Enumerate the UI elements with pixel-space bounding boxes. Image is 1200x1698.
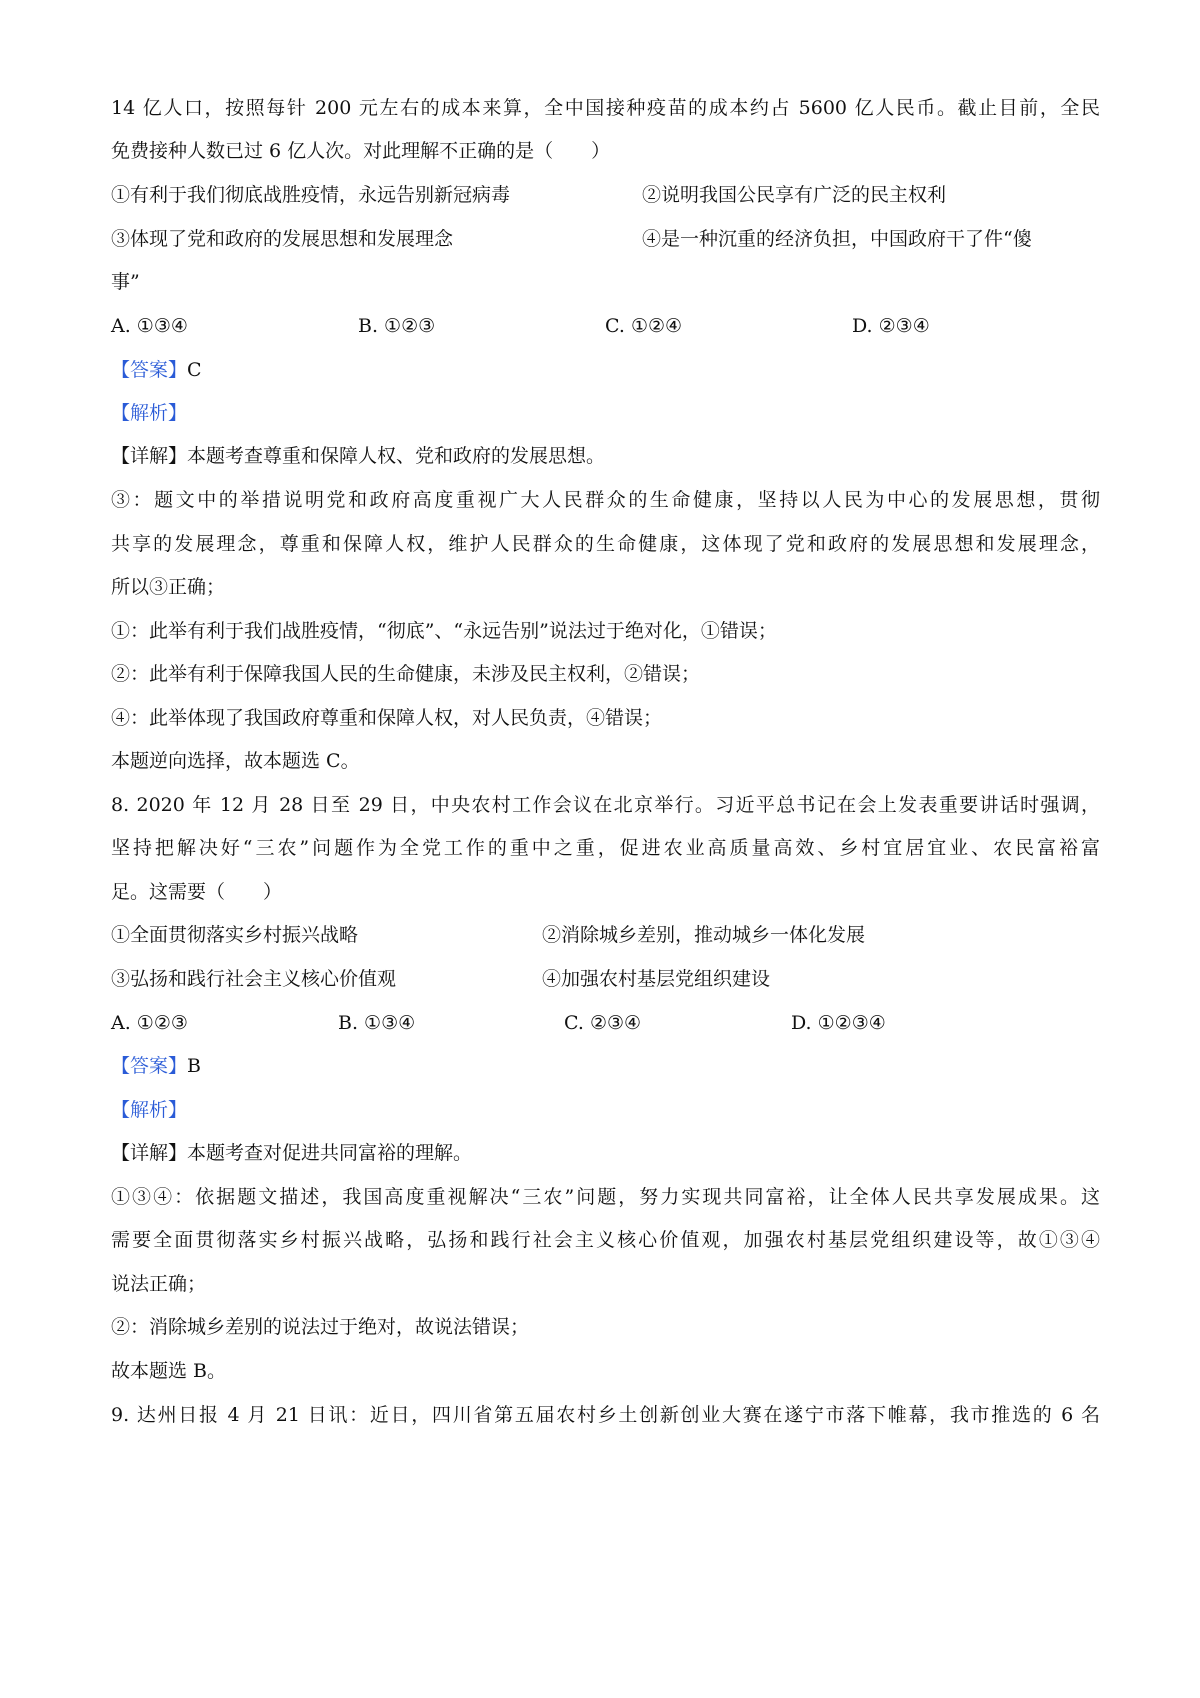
q8-exp-a-line-3: 说法正确；	[111, 1273, 207, 1295]
q8-option-b: B. ①③④	[338, 1012, 416, 1034]
q8-conclusion: 故本题选 B。	[111, 1360, 227, 1382]
q8-item-2: ②消除城乡差别，推动城乡一体化发展	[542, 924, 866, 946]
q7-items-row-2	[111, 224, 1100, 254]
q8-item-4: ④加强农村基层党组织建设	[542, 968, 771, 990]
q8-option-c: C. ②③④	[564, 1012, 642, 1034]
q7-exp3-line-1: ③：题文中的举措说明党和政府高度重视广大人民群众的生命健康，坚持以人民为中心的发展思想，贯彻	[111, 489, 1100, 511]
q8-item-1: ①全面贯彻落实乡村振兴战略	[111, 924, 359, 946]
q8-answer-tag: 【答案】	[111, 1055, 188, 1077]
q9-stem-line-1: 9. 达州日报 4 月 21 日讯：近日，四川省第五届农村乡土创新创业大赛在遂宁市落下帷幕，我市推选的 6 名	[111, 1404, 1100, 1426]
q7-exp4: ④：此举体现了我国政府尊重和保障人权，对人民负责，④错误；	[111, 707, 663, 729]
q8-analysis-tag: 【解析】	[111, 1099, 188, 1121]
q8-answer	[111, 1051, 1100, 1081]
q8-items-row-1	[111, 920, 1100, 950]
q8-answer-value: B	[187, 1055, 201, 1077]
q7-exp1: ①：此举有利于我们战胜疫情，“彻底”、“永远告别”说法过于绝对化，①错误；	[111, 620, 777, 642]
q8-options	[111, 1008, 1100, 1038]
q7-answer-value: C	[187, 359, 202, 381]
q7-detail: 【详解】本题考查尊重和保障人权、党和政府的发展思想。	[111, 445, 606, 467]
q7-answer	[111, 355, 1100, 385]
q7-exp3-line-3: 所以③正确；	[111, 576, 226, 598]
q7-options	[111, 311, 1100, 341]
q7-item-3: ③体现了党和政府的发展思想和发展理念	[111, 228, 454, 250]
q7-option-d: D. ②③④	[852, 315, 930, 337]
q8-stem-line-3: 足。这需要（ ）	[111, 881, 283, 903]
q7-item-4: ④是一种沉重的经济负担，中国政府干了件“傻	[642, 228, 1032, 250]
q8-exp-b: ②：消除城乡差别的说法过于绝对，故说法错误；	[111, 1316, 530, 1338]
q8-detail: 【详解】本题考查对促进共同富裕的理解。	[111, 1142, 473, 1164]
q7-items-row-1	[111, 180, 1100, 210]
q7-item-1: ①有利于我们彻底战胜疫情，永远告别新冠病毒	[111, 184, 511, 206]
q7-stem-line-1: 14 亿人口，按照每针 200 元左右的成本来算，全中国接种疫苗的成本约占 5600 亿人民币。截止目前，全民	[111, 97, 1100, 119]
q7-item-2: ②说明我国公民享有广泛的民主权利	[642, 184, 947, 206]
q8-stem-line-1: 8. 2020 年 12 月 28 日至 29 日，中央农村工作会议在北京举行。习近平总书记在会上发表重要讲话时强调，	[111, 794, 1100, 816]
q7-option-a: A. ①③④	[111, 315, 188, 337]
q7-analysis-tag: 【解析】	[111, 402, 188, 424]
q7-exp3-line-2: 共享的发展理念，尊重和保障人权，维护人民群众的生命健康，这体现了党和政府的发展思想和发展理念，	[111, 533, 1100, 555]
q7-item-4-continued: 事”	[111, 271, 140, 293]
q7-option-b: B. ①②③	[358, 315, 436, 337]
q8-stem-line-2: 坚持把解决好“三农”问题作为全党工作的重中之重，促进农业高质量高效、乡村宜居宜业、农民富裕富	[111, 837, 1100, 859]
q7-option-c: C. ①②④	[605, 315, 683, 337]
q8-exp-a-line-2: 需要全面贯彻落实乡村振兴战略，弘扬和践行社会主义核心价值观，加强农村基层党组织建设等，故①③④	[111, 1229, 1100, 1251]
q7-conclusion: 本题逆向选择，故本题选 C。	[111, 750, 360, 772]
q8-item-3: ③弘扬和践行社会主义核心价值观	[111, 968, 397, 990]
q8-option-a: A. ①②③	[111, 1012, 188, 1034]
q8-items-row-2	[111, 964, 1100, 994]
q8-exp-a-line-1: ①③④：依据题文描述，我国高度重视解决“三农”问题，努力实现共同富裕，让全体人民共享发展成果。这	[111, 1186, 1100, 1208]
q8-option-d: D. ①②③④	[791, 1012, 886, 1034]
q7-answer-tag: 【答案】	[111, 359, 188, 381]
q7-stem-line-2: 免费接种人数已过 6 亿人次。对此理解不正确的是（ ）	[111, 140, 611, 162]
q7-exp2: ②：此举有利于保障我国人民的生命健康，未涉及民主权利，②错误；	[111, 663, 701, 685]
